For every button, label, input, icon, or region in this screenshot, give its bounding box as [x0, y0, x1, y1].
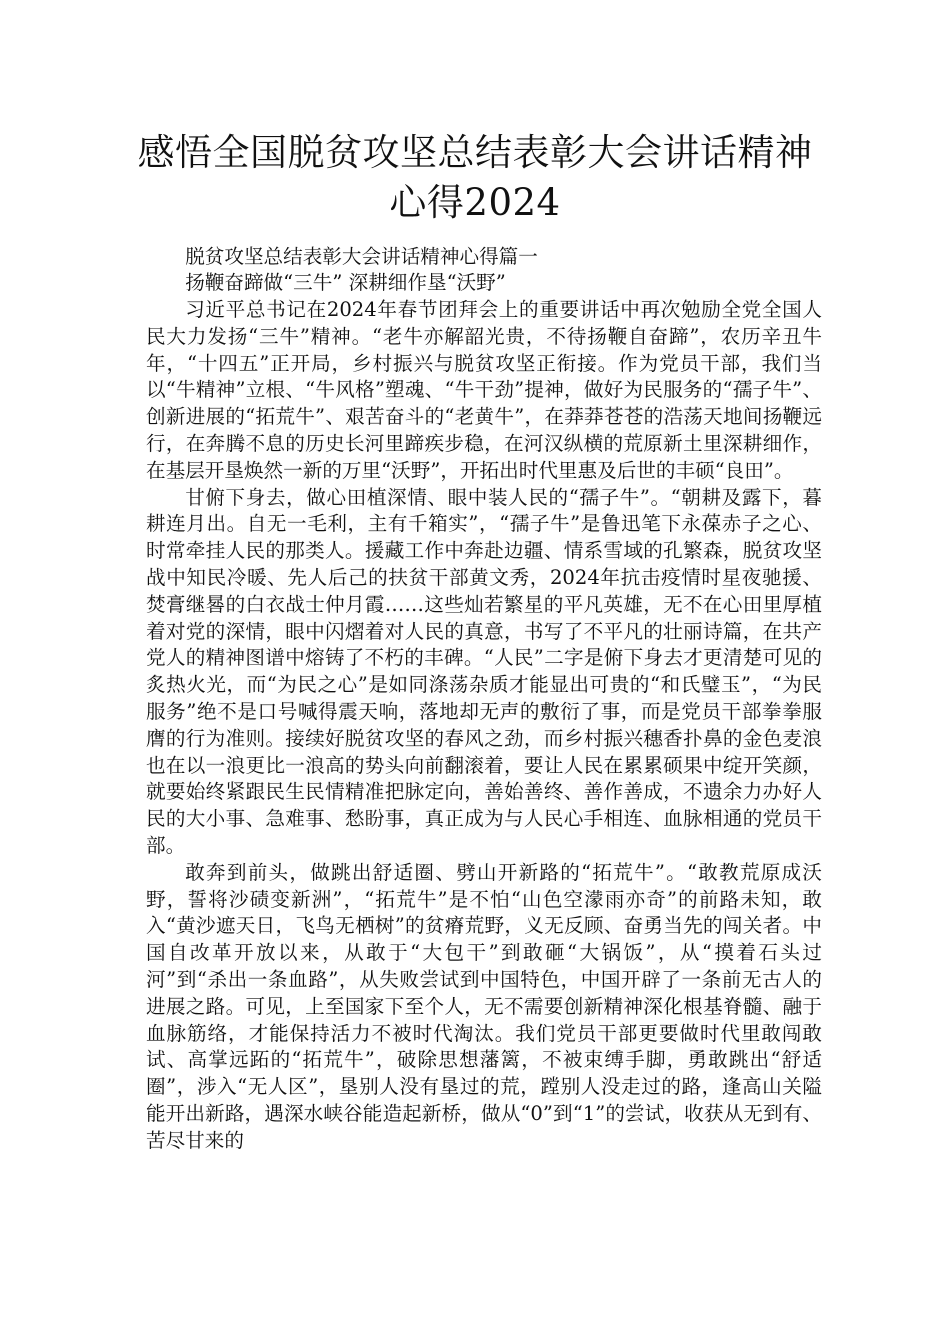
title-line-1: 感悟全国脱贫攻坚总结表彰大会讲话精神	[137, 131, 813, 174]
subtitle: 脱贫攻坚总结表彰大会讲话精神心得篇一	[185, 245, 538, 268]
title-line-2: 心得2024	[389, 181, 561, 224]
paragraph: 甘俯下身去，做心田植深情、眼中装人民的“孺子牛”。“朝耕及露下，暮耕连月出。自无一毛利，主有千箱实”，“孺子牛”是鲁迅笔下永葆赤子之心、时常牵挂人民的那类人。援藏工作中奔赴边疆、情系雪域的孔繁森，脱贫攻坚战中知民冷暖、先人后己的扶贫干部黄文秀，2024年抗击疫情时星夜驰援、焚膏继晷的白衣战士仲月霞……这些灿若繁星的平凡英雄，无不在心田里厚植着对党的深情，眼中闪熠着对人民的真意，书写了不平凡的壮丽诗篇，在共产党人的精神图谱中熔铸了不朽的丰碑。“人民”二字是俯下身去才更清楚可见的炙热火光，而“为民之心”是如同涤荡杂质才能显出可贵的“和氏璧玉”，“为民服务”绝不是口号喊得震天响，落地却无声的敷衍了事，而是党员干部拳拳服膺的行为准则。接续好脱贫攻坚的春风之劲，而乡村振兴穗香扑鼻的金色麦浪也在以一浪更比一浪高的势头向前翻滚着，要让人民在累累硕果中绽开笑颜，就要始终紧跟民生民情精准把脉定向，善始善终、善作善成，不遗余力办好人民的大小事、急难事、愁盼事，真正成为与人民心手相连、血脉相通的党员干部。	[146, 485, 822, 858]
document-body	[146, 244, 822, 1155]
paragraph: 习近平总书记在2024年春节团拜会上的重要讲话中再次勉励全党全国人民大力发扬“三牛”精神。“老牛亦解韶光贵，不待扬鞭自奋蹄”，农历辛丑牛年，“十四五”正开局，乡村振兴与脱贫攻坚正衔接。作为党员干部，我们当以“牛精神”立根、“牛风格”塑魂、“牛干劲”提神，做好为民服务的“孺子牛”、创新进展的“拓荒牛”、艰苦奋斗的“老黄牛”，在莽莽苍苍的浩荡天地间扬鞭远行，在奔腾不息的历史长河里蹄疾步稳，在河汉纵横的荒原新土里深耕细作，在基层开垦焕然一新的万里“沃野”，开拓出时代里惠及后世的丰硕“良田”。	[146, 298, 822, 482]
paragraph: 敢奔到前头，做跳出舒适圈、劈山开新路的“拓荒牛”。“敢教荒原成沃野，誓将沙碛变新洲”，“拓荒牛”是不怕“山色空濛雨亦奇”的前路未知，敢入“黄沙遮天日，飞鸟无栖树”的贫瘠荒野，义无反顾、奋勇当先的闯关者。中国自改革开放以来，从敢于“大包干”到敢砸“大锅饭”，从“摸着石头过河”到“杀出一条血路”，从失败尝试到中国特色，中国开辟了一条前无古人的进展之路。可见，上至国家下至个人，无不需要创新精神深化根基脊髓、融于血脉筋络，才能保持活力不被时代淘汰。我们党员干部更要做时代里敢闯敢试、高掌远跖的“拓荒牛”，破除思想藩篱，不被束缚手脚，勇敢跳出“舒适圈”，涉入“无人区”，垦别人没有垦过的荒，蹚别人没走过的路，逢高山关隘能开出新路，遇深水峡谷能造起新桥，做从“0”到“1”的尝试，收获从无到有、苦尽甘来的	[146, 860, 822, 1152]
document-title	[130, 128, 820, 228]
section-heading: 扬鞭奋蹄做“三牛” 深耕细作垦“沃野”	[185, 271, 506, 295]
